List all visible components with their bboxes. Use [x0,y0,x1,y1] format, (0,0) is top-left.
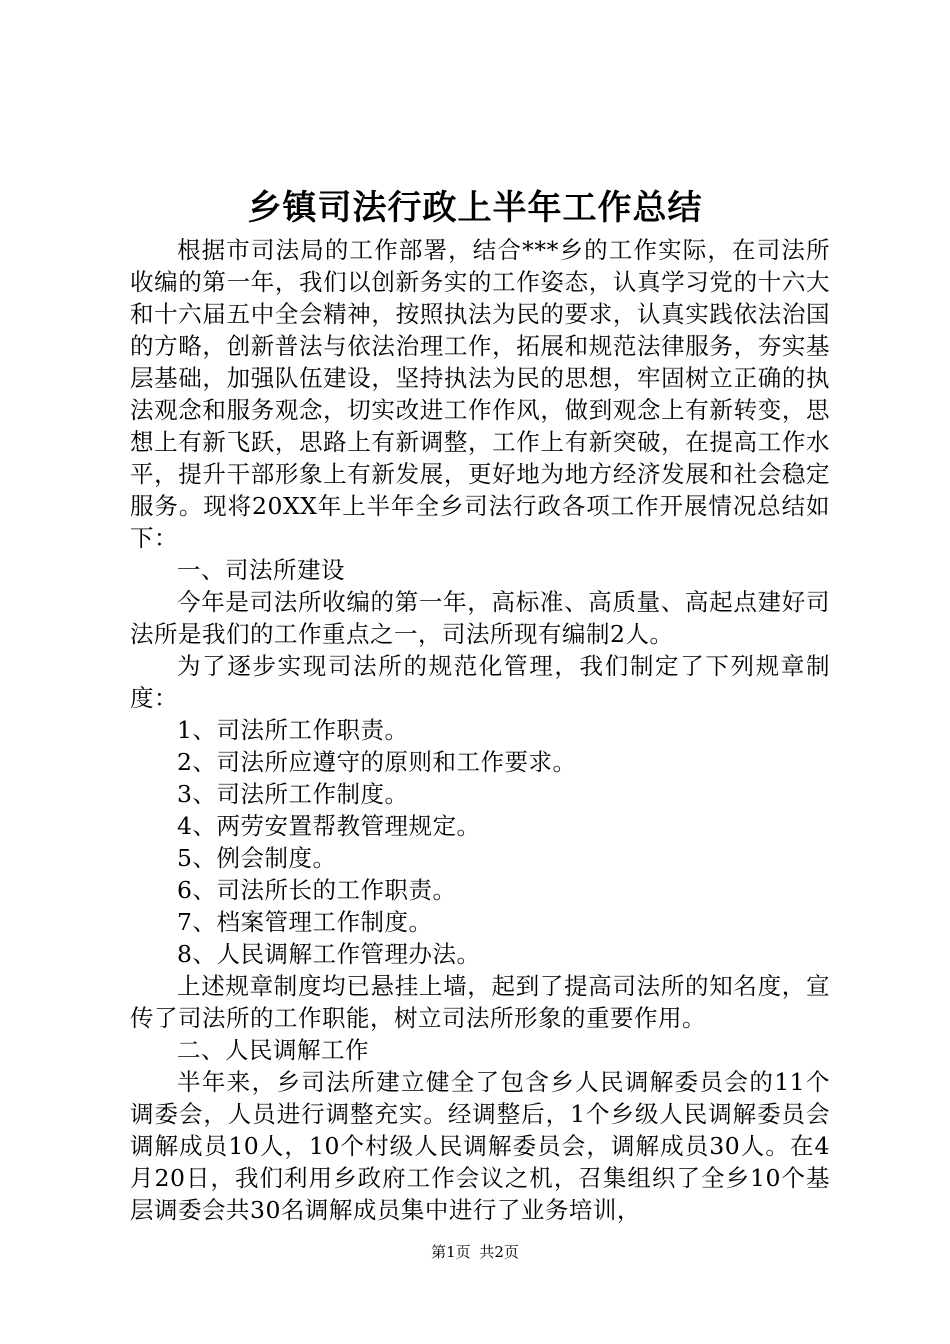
list-item: 7、档案管理工作制度。 [177,908,433,936]
list-item: 5、例会制度。 [177,844,337,872]
list-item: 2、司法所应遵守的原则和工作要求。 [177,748,577,776]
paragraph: 为了逐步实现司法所的规范化管理，我们制定了下列规章制度： [130,652,830,712]
section-heading-1: 一、司法所建设 [177,556,345,584]
list-item: 6、司法所长的工作职责。 [177,876,457,904]
page-total: 共2页 [479,1243,519,1261]
paragraph: 上述规章制度均已悬挂上墙，起到了提高司法所的知名度，宣传了司法所的工作职能，树立司法所形象的重要作用。 [130,972,830,1032]
page-footer [0,1240,950,1264]
document-body [130,234,830,1226]
list-item: 4、两劳安置帮教管理规定。 [177,812,481,840]
document-title: 乡镇司法行政上半年工作总结 [247,188,703,228]
section-heading-2: 二、人民调解工作 [177,1036,369,1064]
paragraph-intro: 根据市司法局的工作部署，结合***乡的工作实际，在司法所收编的第一年，我们以创新务实的工作姿态，认真学习党的十六大和十六届五中全会精神，按照执法为民的要求，认真实践依法治国的方略，创新普法与依法治理工作，拓展和规范法律服务，夯实基层基础，加强队伍建设，坚持执法为民的思想，牢固树立正确的执法观念和服务观念，切实改进工作作风，做到观念上有新转变，思想上有新飞跃，思路上有新调整，工作上有新突破，在提高工作水平，提升干部形象上有新发展，更好地为地方经济发展和社会稳定服务。现将20XX年上半年全乡司法行政各项工作开展情况总结如下： [130,236,830,552]
paragraph: 半年来，乡司法所建立健全了包含乡人民调解委员会的11个调委会，人员进行调整充实。经调整后，1个乡级人民调解委员会调解成员10人，10个村级人民调解委员会，调解成员30人。在4月20日，我们利用乡政府工作会议之机，召集组织了全乡10个基层调委会共30名调解成员集中进行了业务培训， [130,1068,830,1224]
paragraph: 今年是司法所收编的第一年，高标准、高质量、高起点建好司法所是我们的工作重点之一，司法所现有编制2人。 [130,588,830,648]
list-item: 3、司法所工作制度。 [177,780,409,808]
list-item: 8、人民调解工作管理办法。 [177,940,481,968]
page-number: 第1页 [431,1243,471,1261]
list-item: 1、司法所工作职责。 [177,716,409,744]
